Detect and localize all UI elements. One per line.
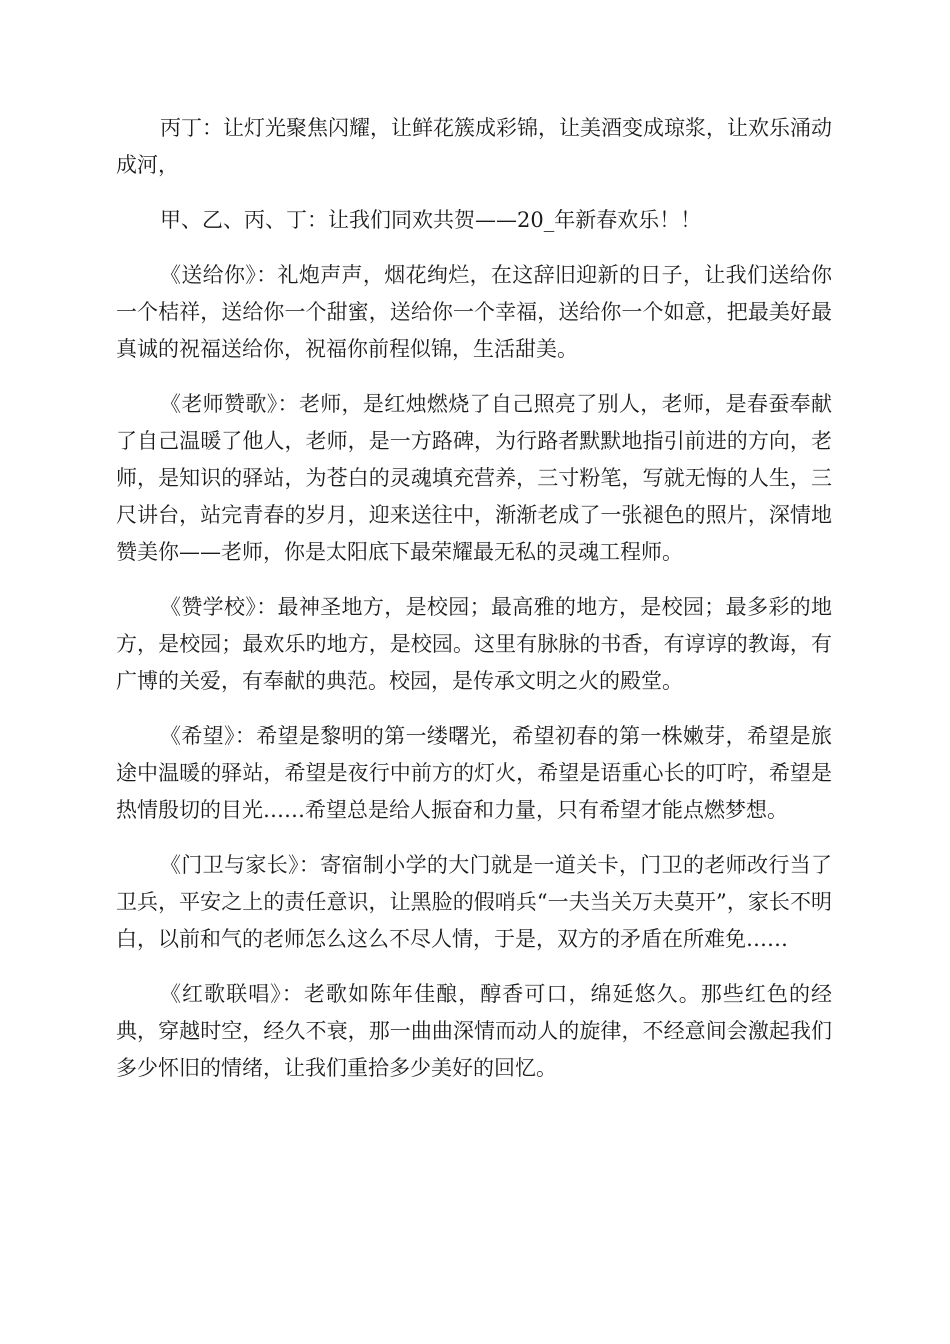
paragraph-hope: 《希望》：希望是黎明的第一缕曙光，希望初春的第一株嫩芽，希望是旅途中温暖的驿站，希望是夜行中前方的灯火，希望是语重心长的叮咛，希望是热情殷切的目光……希望总是给人振奋和力量，只有希望才能点燃梦想。: [116, 724, 832, 822]
paragraph-group-greeting: 甲、乙、丙、丁：让我们同欢共贺——20_年新春欢乐！！: [160, 208, 702, 232]
paragraph-red-songs-medley: 《红歌联唱》：老歌如陈年佳酿，醇香可口，绵延悠久。那些红色的经典，穿越时空，经久不衰，那一曲曲深情而动人的旋律，不经意间会激起我们多少怀旧的情绪，让我们重拾多少美好的回忆。: [116, 982, 832, 1080]
paragraph-praise-school: 《赞学校》：最神圣地方，是校园；最高雅的地方，是校园；最多彩的地方，是校园；最欢乐旳地方，是校园。这里有脉脉的书香，有谆谆的教诲，有广博的关爱，有奉献的典范。校园，是传承文明之火的殿堂。: [116, 595, 832, 693]
paragraph-closing-lines: 丙丁：让灯光聚焦闪耀，让鲜花簇成彩锦，让美酒变成琼浆，让欢乐涌动成河，: [116, 116, 832, 177]
paragraph-song-for-you: 《送给你》：礼炮声声，烟花绚烂，在这辞旧迎新的日子，让我们送给你一个桔祥，送给你一个甜蜜，送给你一个幸福，送给你一个如意，把最美好最真诚的祝福送给你，祝福你前程似锦，生活甜美。: [116, 263, 832, 361]
document-body: [116, 110, 832, 1105]
paragraph-teacher-ode: 《老师赞歌》：老师，是红烛燃烧了自己照亮了别人，老师，是春蚕奉献了自己温暖了他人，老师，是一方路碑，为行路者默默地指引前进的方向，老师，是知识的驿站，为苍白的灵魂填充营养，三寸粉笔，写就无悔的人生，三尺讲台，站完青春的岁月，迎来送往中，渐渐老成了一张褪色的照片，深情地赞美你——老师，你是太阳底下最荣耀最无私的灵魂工程师。: [116, 392, 832, 564]
paragraph-guard-and-parents: 《门卫与家长》：寄宿制小学的大门就是一道关卡，门卫的老师改行当了卫兵，平安之上的责任意识，让黑脸的假哨兵“一夫当关万夫莫开”，家长不明白，以前和气的老师怎么这么不尽人情，于是，双方的矛盾在所难免……: [116, 853, 832, 951]
